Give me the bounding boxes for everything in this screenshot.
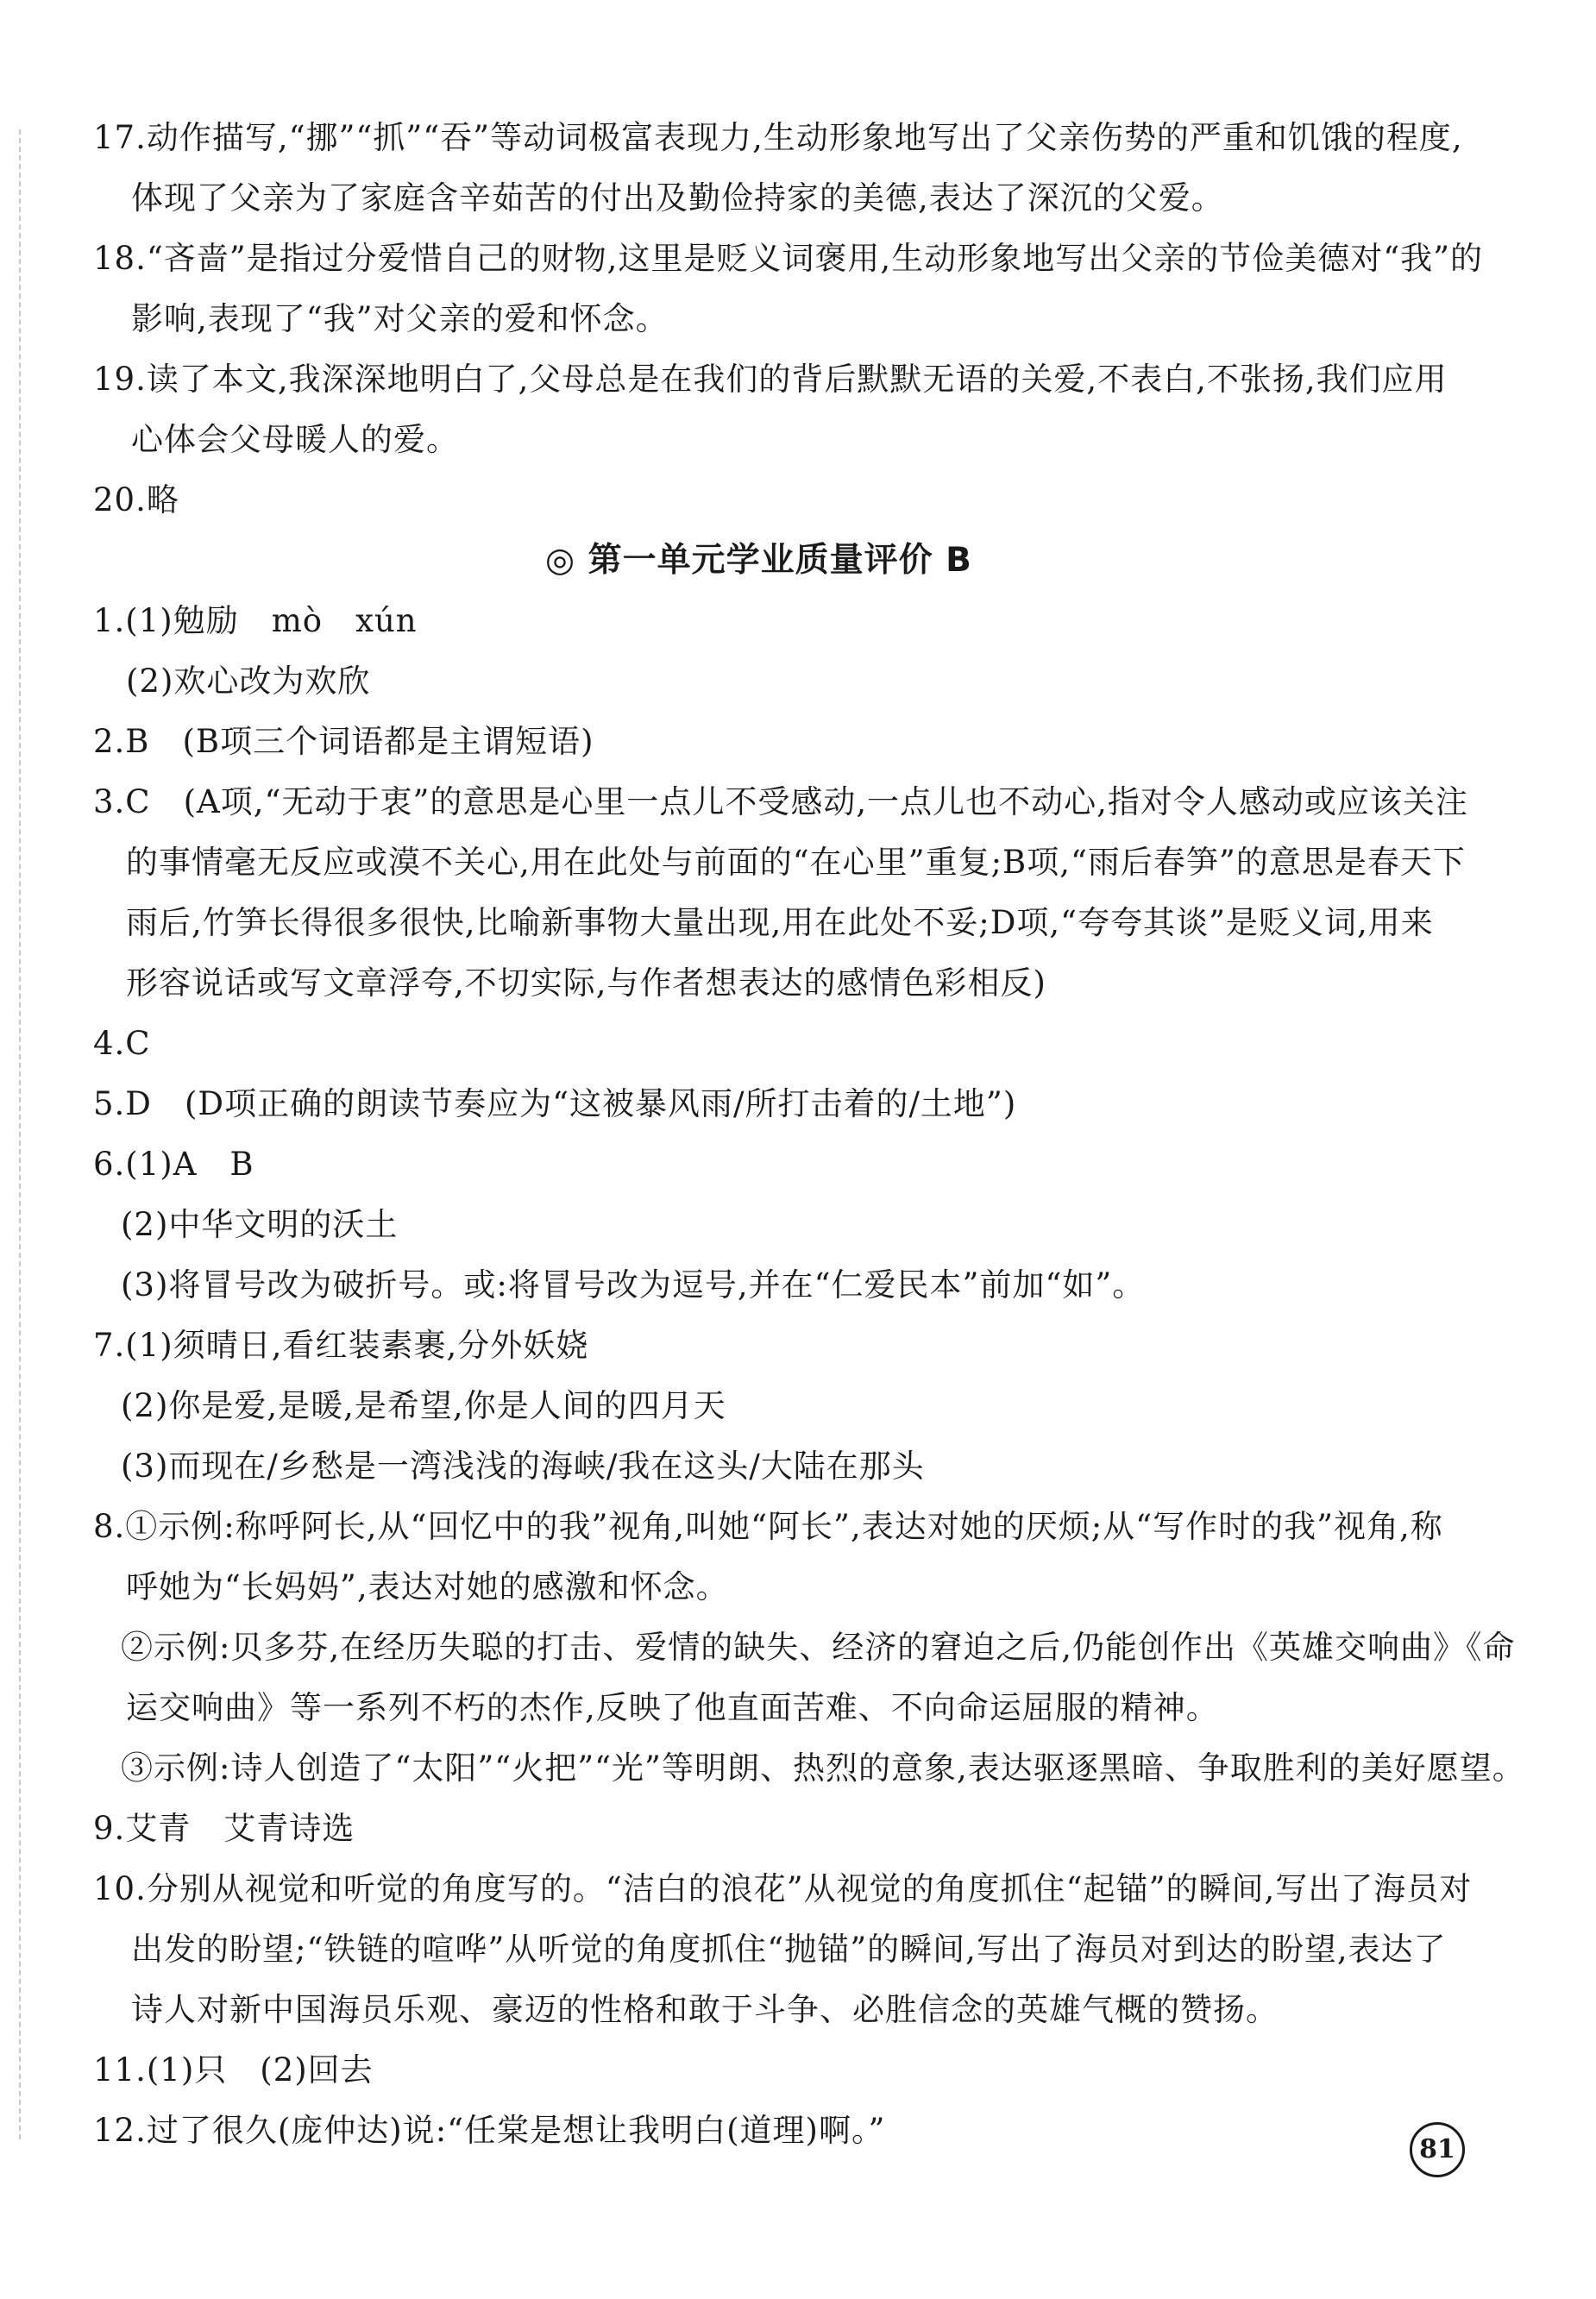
answer-line: 19.读了本文,我深深地明白了,父母总是在我们的背后默默无语的关爱,不表白,不张扬,我们应用: [93, 361, 1448, 398]
answer-line: (2)欢心改为欢欣: [126, 663, 371, 700]
answer-line: ③示例:诗人创造了“太阳”“火把”“光”等明朗、热烈的意象,表达驱逐黑暗、争取胜利的美好愿望。: [121, 1749, 1525, 1787]
answer-line: 体现了父亲为了家庭含辛茹苦的付出及勤俭持家的美德,表达了深沉的父爱。: [131, 179, 1224, 217]
answer-line: 1.(1)勉励 mò xún: [93, 602, 418, 639]
answer-line: 4.C: [93, 1025, 151, 1062]
answer-line: 3.C (A项,“无动于衷”的意思是心里一点儿不受感动,一点儿也不动心,指对令人感动或应该关注: [93, 783, 1468, 820]
answer-line: 诗人对新中国海员乐观、豪迈的性格和敢于斗争、必胜信念的英雄气概的赞扬。: [131, 1991, 1279, 2028]
answer-line: 5.D (D项正确的朗读节奏应为“这被暴风雨/所打击着的/土地”): [93, 1085, 1017, 1122]
answer-line: 11.(1)只 (2)回去: [93, 2051, 374, 2089]
answer-line: 影响,表现了“我”对父亲的爱和怀念。: [131, 300, 669, 337]
answer-line: 运交响曲》等一系列不朽的杰作,反映了他直面苦难、不向命运屈服的精神。: [126, 1689, 1219, 1726]
answer-line: 形容说话或写文章浮夸,不切实际,与作者想表达的感情色彩相反): [126, 964, 1046, 1002]
answer-line: 呼她为“长妈妈”,表达对她的感激和怀念。: [126, 1568, 729, 1605]
answer-line: 7.(1)须晴日,看红装素裹,分外妖娆: [93, 1327, 589, 1364]
section-title: ◎ 第一单元学业质量评价 B: [545, 541, 972, 580]
answer-line: 20.略: [93, 481, 179, 518]
answer-line: 6.(1)A B: [93, 1146, 254, 1183]
answer-line: (2)你是爱,是暖,是希望,你是人间的四月天: [121, 1387, 726, 1424]
margin-rule: [19, 129, 21, 2139]
answer-line: 17.动作描写,“挪”“抓”“吞”等动词极富表现力,生动形象地写出了父亲伤势的严重和饥饿的程度,: [93, 119, 1463, 156]
answer-line: ②示例:贝多芬,在经历失聪的打击、爱情的缺失、经济的窘迫之后,仍能创作出《英雄交响曲》《命: [121, 1629, 1516, 1666]
answer-line: 8.①示例:称呼阿长,从“回忆中的我”视角,叫她“阿长”,表达对她的厌烦;从“写作时的我”视角,称: [93, 1508, 1443, 1545]
answer-line: 的事情毫无反应或漠不关心,用在此处与前面的“在心里”重复;B项,“雨后春笋”的意思是春天下: [126, 844, 1466, 881]
answer-line: 2.B (B项三个词语都是主谓短语): [93, 723, 594, 760]
answer-line: (3)将冒号改为破折号。或:将冒号改为逗号,并在“仁爱民本”前加“如”。: [121, 1266, 1146, 1303]
answer-line: 心体会父母暖人的爱。: [131, 421, 459, 458]
answer-line: 雨后,竹笋长得很多很快,比喻新事物大量出现,用在此处不妥;D项,“夸夸其谈”是贬义词,用来: [126, 904, 1434, 941]
answer-line: 9.艾青 艾青诗选: [93, 1810, 355, 1847]
answer-line: 18.“吝啬”是指过分爱惜自己的财物,这里是贬义词褒用,生动形象地写出父亲的节俭美德对“我”的: [93, 240, 1484, 277]
answer-line: 出发的盼望;“铁链的喧哗”从听觉的角度抓住“抛锚”的瞬间,写出了海员对到达的盼望,表达了: [131, 1931, 1447, 1968]
page-number: 81: [1410, 2122, 1465, 2177]
answer-line: (3)而现在/乡愁是一湾浅浅的海峡/我在这头/大陆在那头: [121, 1448, 925, 1485]
answer-line: 12.过了很久(庞仲达)说:“任棠是想让我明白(道理)啊。”: [93, 2112, 886, 2149]
answer-line: (2)中华文明的沃土: [121, 1206, 399, 1243]
answer-line: 10.分别从视觉和听觉的角度写的。“洁白的浪花”从视觉的角度抓住“起锚”的瞬间,写出了海员对: [93, 1870, 1473, 1907]
